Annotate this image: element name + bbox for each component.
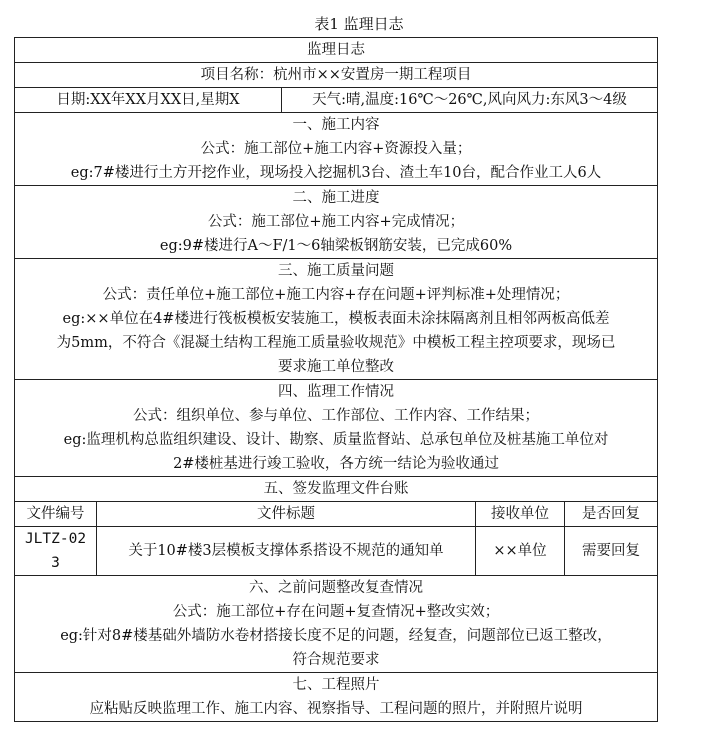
column-header: 文件编号 (15, 502, 97, 527)
project-name: 项目名称：杭州市××安置房一期工程项目 (15, 63, 658, 88)
column-header: 文件标题 (97, 502, 476, 527)
section-formula: 公式：责任单位+施工部位+施工内容+存在问题+评判标准+处理情况； (102, 287, 570, 303)
section-example-line: eg:针对8#楼基础外墙防水卷材搭接长度不足的问题，经复查，问题部位已返工整改， (60, 628, 612, 644)
table-row (15, 527, 658, 576)
section-heading: 四、监理工作情况 (278, 384, 394, 400)
section-heading: 三、施工质量问题 (278, 263, 394, 279)
table-caption: 表1 监理日志 (314, 15, 404, 33)
section-rectification-review (15, 576, 658, 673)
section-formula: 公式：施工部位+施工内容+资源投入量； (200, 141, 472, 157)
document-code: JLTZ-02 3 (15, 527, 97, 576)
weather-cell: 天气:晴,温度:16℃～26℃,风向风力:东风3～4级 (282, 88, 658, 113)
section-heading: 七、工程照片 (292, 677, 380, 693)
section-construction-progress (15, 186, 658, 259)
section-example-line: 2#楼桩基进行竣工验收，各方统一结论为验收通过 (173, 456, 499, 472)
section-heading: 二、施工进度 (292, 190, 380, 206)
section-heading: 六、之前问题整改复查情况 (249, 580, 423, 596)
section-formula: 公式：施工部位+施工内容+完成情况； (207, 214, 465, 230)
section-formula: 公式：组织单位、参与单位、工作部位、工作内容、工作结果； (133, 408, 539, 424)
reply-status: 需要回复 (565, 527, 658, 576)
document-title: 关于10#楼3层模板支撑体系搭设不规范的通知单 (97, 527, 476, 576)
section-example-line: 要求施工单位整改 (278, 359, 394, 375)
section-formula: 公式：施工部位+存在问题+复查情况+整改实效； (172, 604, 500, 620)
section-example-line: 为5mm，不符合《混凝土结构工程施工质量验收规范》中模板工程主控项要求，现场已 (56, 335, 616, 351)
log-title: 监理日志 (15, 38, 658, 63)
section-quality-issues (15, 259, 658, 380)
section-example-line: 符合规范要求 (292, 652, 380, 668)
section-example-line: eg:监理机构总监组织建设、设计、勘察、质量监督站、总承包单位及桩基施工单位对 (63, 432, 609, 448)
section-note: 应粘贴反映监理工作、施工内容、视察指导、工程问题的照片，并附照片说明 (89, 701, 583, 717)
section-example: eg:7#楼进行土方开挖作业，现场投入挖掘机3台、渣土车10台，配合作业工人6人 (70, 165, 602, 181)
section-heading: 一、施工内容 (292, 117, 380, 133)
section-document-ledger: 五、签发监理文件台账 (15, 477, 658, 502)
section-supervision-work (15, 380, 658, 477)
receiving-unit: ××单位 (476, 527, 565, 576)
section-project-photos (15, 673, 658, 722)
date-cell: 日期:XX年XX月XX日,星期X (15, 88, 282, 113)
column-header: 是否回复 (565, 502, 658, 527)
section-example: eg:9#楼进行A～F/1～6轴梁板钢筋安装，已完成60% (159, 238, 513, 254)
section-construction-content (15, 113, 658, 186)
section-example-line: eg:××单位在4#楼进行筏板模板安装施工，模板表面未涂抹隔离剂且相邻两板高低差 (62, 311, 610, 327)
supervision-log-table (14, 37, 658, 722)
column-header: 接收单位 (476, 502, 565, 527)
